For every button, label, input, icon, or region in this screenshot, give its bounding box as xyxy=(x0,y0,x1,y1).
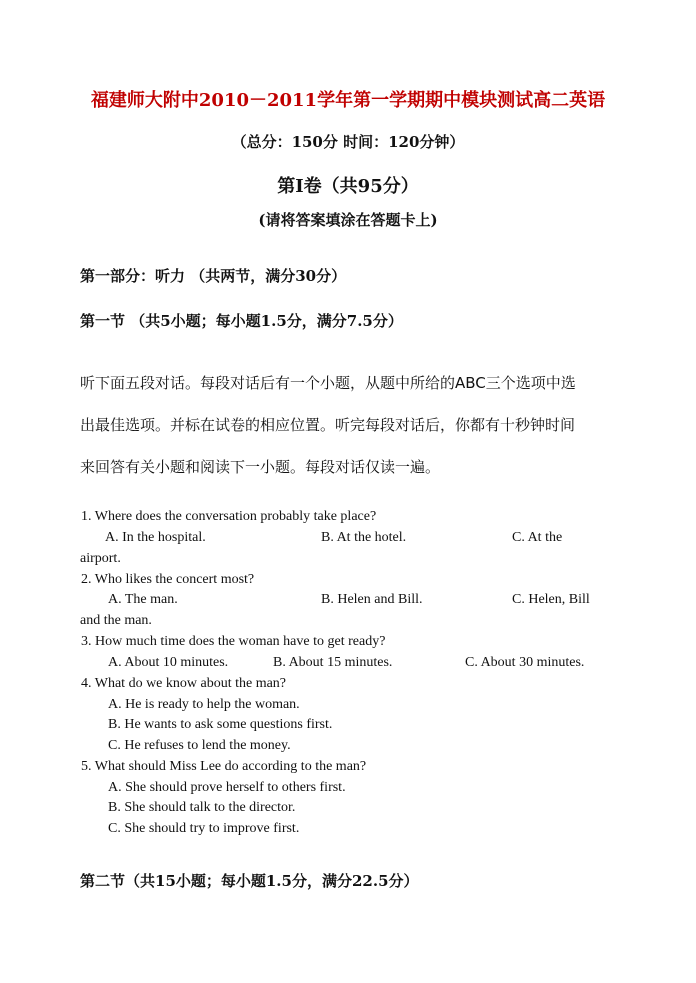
question-2-option-a: A. The man. xyxy=(108,592,178,607)
question-1-option-c: C. At the xyxy=(512,530,563,545)
question-4-option-c: C. He refuses to lend the money. xyxy=(108,738,291,753)
volume-heading: 第I卷（共95分） xyxy=(277,176,419,197)
question-3-stem: 3. How much time does the woman have to get ready? xyxy=(81,634,386,649)
part1-heading: 第一部分：听力 （共两节，满分30分） xyxy=(80,267,347,285)
question-4-option-b: B. He wants to ask some questions first. xyxy=(108,717,333,732)
question-3-option-b: B. About 15 minutes. xyxy=(273,655,393,670)
question-1-option-b: B. At the hotel. xyxy=(321,530,407,545)
directions-line-1: 听下面五段对话。每段对话后有一个小题，从题中所给的ABC三个选项中选 xyxy=(80,374,576,392)
question-5-option-b: B. She should talk to the director. xyxy=(108,800,296,815)
question-4-option-a: A. He is ready to help the woman. xyxy=(108,697,300,712)
section1-heading: 第一节 （共5小题；每小题1.5分，满分7.5分） xyxy=(80,312,403,330)
question-1-stem: 1. Where does the conversation probably take place? xyxy=(81,509,377,524)
question-2-option-c-wrap: and the man. xyxy=(80,613,152,628)
question-5-stem: 5. What should Miss Lee do according to the man? xyxy=(81,759,367,774)
exam-title: 福建师大附中2010－2011学年第一学期期中模块测试高二英语 xyxy=(90,90,606,111)
answer-instruction: (请将答案填涂在答题卡上) xyxy=(258,211,438,229)
question-3-option-a: A. About 10 minutes. xyxy=(108,655,229,670)
question-3-option-c: C. About 30 minutes. xyxy=(465,655,585,670)
question-2-option-b: B. Helen and Bill. xyxy=(321,592,423,607)
question-2-stem: 2. Who likes the concert most? xyxy=(81,572,255,587)
section2-heading: 第二节（共15小题；每小题1.5分，满分22.5分） xyxy=(80,872,419,890)
directions-line-2: 出最佳选项。并标在试卷的相应位置。听完每段对话后，你都有十秒钟时间 xyxy=(80,416,576,434)
exam-score-time: （总分：150分 时间：120分钟） xyxy=(231,133,465,151)
question-2-option-c: C. Helen, Bill xyxy=(512,592,590,607)
directions-line-3: 来回答有关小题和阅读下一小题。每段对话仅读一遍。 xyxy=(80,458,441,476)
question-5-option-c: C. She should try to improve first. xyxy=(108,821,300,836)
question-1-option-c-wrap: airport. xyxy=(80,551,121,566)
question-4-stem: 4. What do we know about the man? xyxy=(81,676,287,691)
question-1-option-a: A. In the hospital. xyxy=(105,530,206,545)
question-5-option-a: A. She should prove herself to others first. xyxy=(108,780,346,795)
